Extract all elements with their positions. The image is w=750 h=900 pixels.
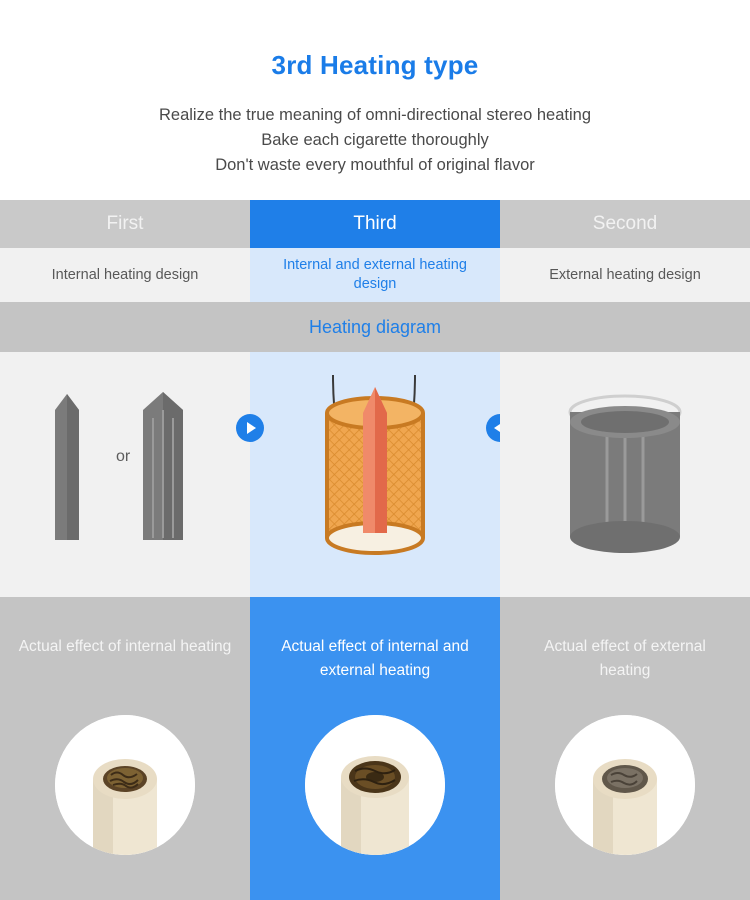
rank-title-first: First <box>0 200 250 248</box>
design-label-third: Internal and external heating design <box>283 257 467 292</box>
page-title: 3rd Heating type <box>271 50 479 80</box>
external-heating-graphic <box>500 352 750 597</box>
effect-caption-internal: Actual effect of internal heating <box>18 638 232 655</box>
effect-internal-heating <box>0 597 250 900</box>
design-label-second: External heating design <box>549 266 701 283</box>
internal-heating-graphic <box>0 352 250 597</box>
effect-external-heating <box>500 597 750 900</box>
subtitle-line-3: Don't waste every mouthful of original flavor <box>215 156 535 174</box>
actual-effect-row <box>0 597 750 900</box>
design-description-row <box>0 248 750 302</box>
heating-diagram-band-row <box>0 302 750 352</box>
rank-title-third: Third <box>250 200 500 248</box>
effect-internal-external-heating <box>250 597 500 900</box>
photo-external-heating <box>555 715 695 855</box>
comparison-grid <box>0 200 750 900</box>
design-description-first <box>0 248 250 302</box>
subtitle-line-1: Realize the true meaning of omni-directional stereo heating <box>159 106 591 124</box>
design-description-second <box>500 248 750 302</box>
subtitle-line-2: Bake each cigarette thoroughly <box>261 131 489 149</box>
effect-caption-internal-external: Actual effect of internal and external heating <box>281 638 469 679</box>
page-subtitle <box>0 103 750 178</box>
gray-cylinder-icon <box>525 370 725 580</box>
illustration-row <box>0 352 750 597</box>
photo-internal-external-heating <box>305 715 445 855</box>
heating-diagram-band <box>0 302 750 352</box>
mesh-cylinder-with-blade-icon <box>275 365 475 585</box>
illustration-internal-external-heating <box>250 352 500 597</box>
design-description-third <box>250 248 500 302</box>
rank-title-second: Second <box>500 200 750 248</box>
page-header <box>0 0 750 178</box>
or-label: or <box>116 448 131 465</box>
photo-internal-heating <box>55 715 195 855</box>
internal-blades-icon <box>25 370 225 580</box>
design-label-first: Internal heating design <box>51 266 199 283</box>
illustration-internal-heating <box>0 352 250 597</box>
rank-title-row <box>0 200 750 248</box>
cigarette-cross-section-internal-external-image <box>305 715 445 855</box>
internal-external-graphic <box>250 352 500 597</box>
effect-caption-external: Actual effect of external heating <box>544 638 706 679</box>
heating-diagram-label: Heating diagram <box>308 316 442 337</box>
illustration-external-heating <box>500 352 750 597</box>
cigarette-cross-section-external-image <box>555 715 695 855</box>
cigarette-cross-section-internal-image <box>55 715 195 855</box>
